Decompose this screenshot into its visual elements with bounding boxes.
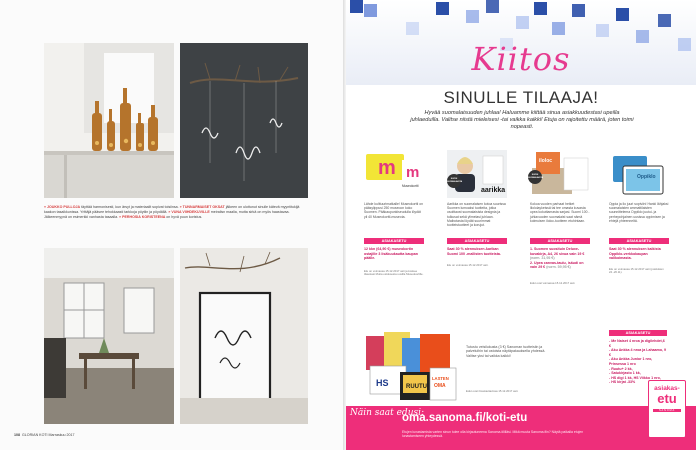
caption-text-1: täyttää harmonisesti, kun ärsyt ja materiaalit sopivat toisiinsa.: [80, 205, 180, 209]
list-item: - Ruutu+ 2 kk,: [609, 366, 633, 371]
photo-branch-letters: [180, 43, 308, 198]
photo-caption: [44, 205, 306, 220]
museokortti-asiakasetu-tag: ASIAKASETU: [364, 238, 424, 244]
logo-line-1: asiakas-: [654, 385, 680, 392]
list-item: - Aku Ankka Junior 1 nro, Prinsessa 1 nro: [609, 357, 653, 366]
caption-highlight-2: » TUNNARMAISET OKSAT: [179, 205, 225, 209]
footer-instructions: Etujen lunastamista varten sinun tulee olla kirjautuneena Sanoma-tililläsi. Mikä muuta Sanoma.fiin? Näytä paikalla etujen lunastamiseen yhteydessä.: [402, 430, 584, 439]
oppiklo-product: [609, 150, 669, 198]
aarikka-logo: aarikka: [481, 187, 506, 194]
footer-bar: [346, 406, 696, 450]
page-number: 108: [14, 433, 20, 437]
museokortti-logo: m: [406, 164, 420, 181]
oppiklo-offer: Saat 30 % alennuksen kaikista Oppiklo-verkkokaupan valikoimasta.: [609, 247, 661, 261]
aarikka-offer: Saat 30 % alennuksen Aarikan Suomi 100 -mallisten tuotteista.: [447, 247, 501, 256]
suosi-suomalaista-badge-1: SUOSI SUOMALAISTA: [447, 174, 461, 188]
svg-text:OMA: OMA: [434, 383, 446, 389]
subscriber-heading: SINULLE TILAAJA!: [443, 88, 599, 107]
caption-highlight-4: » PERHOSIA KORISTEENA: [119, 215, 166, 219]
oppiklo-valid: Etu on voimassa 15.12.2017 asti (poislukien 24.-26.11).: [609, 267, 664, 275]
sanoma-offer-list: [609, 339, 667, 385]
sanoma-offer-text: Tutustu veisilukusta (3 €) Sanoman tuotteisiin ja palveluihin tai ostoista näytäpakauksella yhdessä. Valitse yksi tai vaikka kaikki!: [466, 345, 546, 358]
magazines-stack: [364, 332, 459, 402]
museokortti-desc: Lähde kulttuurimatkalle! Museokortti on pääsylippusi 250 museoon koko Suomen. Pääkaupunkiseudulla löydät yli 40 Museokortti-museota.: [364, 202, 423, 219]
aarikka-desc: Aarikka on suomalaisen kotoa suurissa Suomen lumoaksi tuotteita, jotka osoittavat suomalaisista designia ja tulkusat sekä ylimelasi juhlaan. Maibotasta löydät suurimmat tuotteistuotteet ja korujut.: [447, 202, 506, 228]
list-item: - HS digi 1 kk, HS Viikko 1 nro,: [609, 375, 661, 380]
aarikka-valid: Etu on voimassa 15.12.2017 asti.: [447, 263, 489, 267]
aarikka-asiakasetu-tag: ASIAKASETU: [447, 238, 507, 244]
oppiklo-asiakasetu-tag: ASIAKASETU: [609, 238, 669, 244]
footer-url-link[interactable]: oma.sanoma.fi/koti-etu: [402, 412, 528, 424]
oppiklo-desc: Oppia ja ilo juuri sopiviin! Hanki lähjaksi suomalaisten ammattilaisten suunnittelema Oppiklo juutui- ja perhepohjainen uusissa oppimisen ja ehtejä yhteenneltä.: [609, 202, 669, 223]
sanoma-asiakasetu-tag: ASIAKASETU: [609, 330, 667, 336]
svg-text:LASTEN: LASTEN: [432, 376, 449, 381]
logo-line-2: etu: [657, 391, 677, 406]
caption-highlight-3: » VUNA VIIHDEKUVILLE: [168, 210, 210, 214]
photo-interior: [44, 248, 174, 424]
photo-framed-print: [180, 248, 308, 424]
list-item: - Satukirjasto 1 kk,: [609, 371, 641, 376]
svg-text:RUUTU: RUUTU: [406, 384, 427, 390]
bottles-illustration: [44, 43, 174, 198]
frame-illustration: [180, 248, 308, 424]
footer-cursive: Näin saat edusi:: [350, 408, 425, 418]
intro-text: Hyvää suomalaisuuden juhlaa! Haluamme kiittää sinua asiakkuudestasi upeilla juhlaeduilla. Valitse niistä mieleisesi -tai vaikka kaikki! Etuja on rajoitettu määrä, joten toimi nopeasti.: [410, 110, 634, 130]
caption-highlight-1: » JOUKKO PULLOJA: [44, 205, 81, 209]
magazines-illustration: [364, 332, 459, 402]
museokortti-offer: 12 kkn (64,90 €) museokortin ostajille 3 lisäkuukautta kaupan päälle.: [364, 247, 418, 261]
svg-text:HS: HS: [376, 378, 389, 388]
caption-text-3: meiralisn maalia, mutta sirkä on myös haastavaa. Jälkeenmyynä on esimerkki vanhasta tasaalla.: [44, 210, 290, 219]
list-item: - HS kirjat -33%: [609, 380, 636, 385]
oppiklo-logo: Oppiklo: [637, 174, 656, 180]
iloloc-valid: Edut ovat voimassa 15.12.2017 asti.: [530, 281, 576, 285]
left-page: [0, 0, 344, 450]
iloloc-logo: iloloc: [539, 158, 553, 164]
thanks-title: Kiitos: [471, 40, 571, 78]
iloloc-offer: 1. Suomen suosituin Deluxe-kuvakirja, A4, 26 sivua vain 19 € (norm. 31,95 €) 2. Upea canvas-taulu, isäudi on vain 29 € (norm. 59,95 €): [530, 247, 585, 270]
photo-bottles: [44, 43, 174, 198]
list-item: - Me Naiset 4 nroa ja digilehdet,6 €: [609, 339, 665, 348]
branch-illustration: [180, 43, 308, 198]
page-folio: [14, 433, 75, 437]
right-page: [346, 0, 696, 450]
interior-illustration: [44, 248, 174, 424]
museokortti-valid: Etu on voimassa 15.12.2017 asti ja koskee tilaustasi Muita ostoksesta uusilla Museokortille.: [364, 269, 424, 277]
svg-text:m: m: [378, 157, 396, 179]
list-item: - Aku Ankka 4 nroa ja Lahaamo, 9 €: [609, 348, 667, 357]
suosi-suomalaista-badge-2: SUOSI SUOMALAISTA: [528, 170, 542, 184]
magazine-issue: GLORIAN KOTI Marraskuu 2017: [22, 433, 75, 437]
asiakasetu-logo: [648, 380, 686, 438]
caption-text-4: on hyvä puun koristus.: [165, 215, 203, 219]
caption-text-2: jälkeen on ulottunut sinulle kätevä myyntitukijä kaakon tasaikkunissa. Yrittäjä pääsee tehokkaasti tarkkoja pöytiin ja pöydällä.: [44, 205, 300, 214]
iloloc-asiakasetu-tag: ASIAKASETU: [530, 238, 590, 244]
iloloc-desc: Kokoa vuoden parhaat hetket lilololaykeissä tai tee omasta kuvasta upea kokuttamasta sarjasi. Suomi 100 -juhlavuoden suomalaist saat nämä kolmuisen iloloc-tuotteen etuhintaan.: [530, 202, 590, 223]
sanoma-offer-valid: Edut ovat ilmaistettavissa 15.12.2017 asti.: [466, 389, 519, 393]
museokortti-product: [364, 150, 424, 198]
museokortti-name: Museokortti: [402, 184, 419, 188]
logo-line-3: SANOMA: [653, 409, 681, 412]
